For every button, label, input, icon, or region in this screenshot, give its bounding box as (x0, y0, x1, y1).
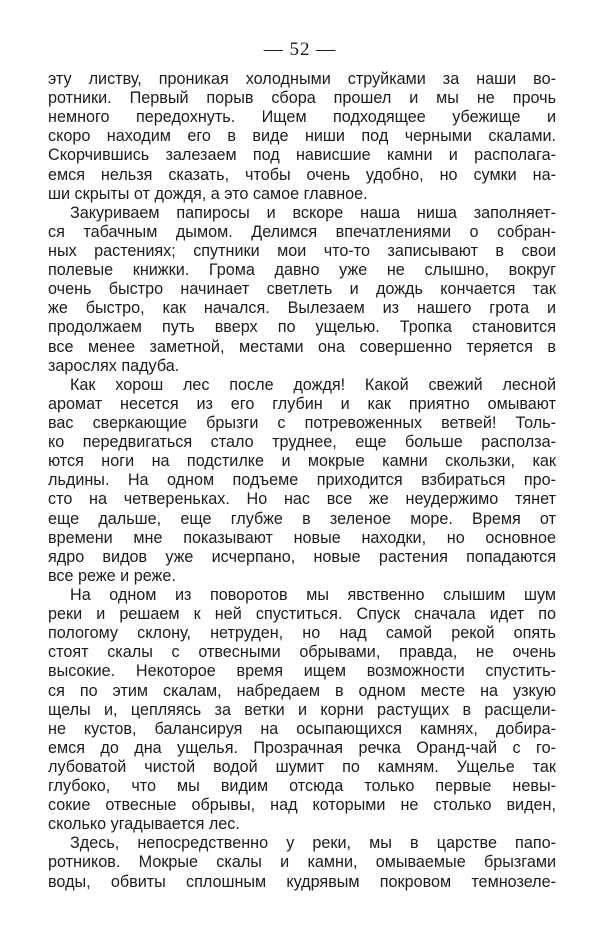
text-line: ся по этим скалам, набредаем в одном месте на узкую (48, 681, 556, 700)
text-line: ся табачным дымом. Делимся впечатлениями о собран- (48, 222, 556, 241)
paragraph (48, 586, 556, 834)
text-line: высокие. Некоторое время ищем возможности спустить- (48, 662, 556, 681)
paragraph (48, 376, 556, 586)
text-line: не кустов, балансируя на осыпающихся камнях, добира- (48, 719, 556, 738)
text-line: времени мне показывают новые находки, но основное (48, 528, 556, 547)
text-line: емся нельзя сказать, чтобы очень удобно, но сумки на- (48, 165, 556, 184)
text-line: сокие отвесные обрывы, над которыми не столько виден, (48, 796, 556, 815)
text-line: ются ноги на подстилке и мокрые камни скользки, как (48, 452, 556, 471)
text-line: ных растениях; спутники мои что-то записывают в свои (48, 241, 556, 260)
text-line: вас сверкающие брызги с потревоженных ветвей! Толь- (48, 413, 556, 432)
text-line: зарослях падуба. (48, 356, 180, 375)
paragraph (48, 834, 556, 891)
text-line: все менее заметной, местами она совершенно теряется в (48, 337, 556, 356)
text-line: реки и решаем к ней спуститься. Спуск сначала идет по (48, 605, 556, 624)
text-line: Закуриваем папиросы и вскоре наша ниша заполняет- (70, 203, 556, 222)
paragraph (48, 70, 556, 204)
text-line: сто на четвереньках. Но нас все же неудержимо тянет (48, 490, 556, 509)
text-line: воды, обвиты сплошным кудрявым покровом темнозеле- (48, 872, 556, 891)
text-line: очень быстро начинает светлеть и дождь кончается так (48, 280, 556, 299)
text-line: еще дальше, еще глубже в зеленое море. Время от (48, 509, 556, 528)
text-line: ротники. Первый порыв сбора прошел и мы не прочь (48, 89, 556, 108)
text-line: же быстро, как начался. Вылезаем из нашего грота и (48, 299, 556, 318)
text-line: На одном из поворотов мы явственно слышим шум (70, 585, 556, 604)
text-line: ротников. Мокрые скалы и камни, омываемые брызгами (48, 853, 556, 872)
text-line: скоро находим его в виде ниши под черными скалами. (48, 127, 556, 146)
text-line: глубоко, что мы видим отсюда только первые невы- (48, 777, 556, 796)
text-line: щелы и, цепляясь за ветки и корни растущих в расщели- (48, 700, 556, 719)
text-line: лубоватой чистой водой шумит по камням. Ущелье так (48, 757, 556, 776)
text-line: стоят скалы с отвесными обрывами, правда, не очень (48, 643, 556, 662)
text-line: эту листву, проникая холодными струйками за наши во- (48, 70, 556, 88)
text-line: полевые книжки. Грома давно уже не слышно, вокруг (48, 261, 556, 280)
text-line: пологому склону, нетруден, но над самой рекой опять (48, 624, 556, 643)
text-line: Как хорош лес после дождя! Какой свежий лесной (70, 375, 556, 394)
text-line: немного передохнуть. Ищем подходящее убежище и (48, 108, 556, 127)
text-line: ко передвигаться стало труднее, еще больше располза- (48, 433, 556, 452)
text-line: Скорчившись залезаем под нависшие камни и располага- (48, 146, 556, 165)
page-number: — 52 — (263, 39, 337, 60)
paragraph (48, 204, 556, 376)
text-line: Здесь, непосредственно у реки, мы в царстве папо- (70, 834, 556, 853)
text-line: ядро видов уже исчерпано, новые растения попадаются (48, 547, 556, 566)
text-line: ши скрыты от дождя, а это самое главное. (48, 184, 368, 203)
text-line: сколько угадывается лес. (48, 815, 240, 834)
text-line: аромат несется из его глубин и как приятно омывают (48, 394, 556, 413)
text-line: емся до дна ущелья. Прозрачная речка Оранд-чай с го- (48, 738, 556, 757)
text-line: продолжаем путь вверх по ущелью. Тропка становится (48, 318, 556, 337)
page-body-text (48, 70, 556, 892)
text-line: все реже и реже. (48, 566, 176, 585)
text-line: льдины. На одном подъеме приходится взбираться про- (48, 471, 556, 490)
